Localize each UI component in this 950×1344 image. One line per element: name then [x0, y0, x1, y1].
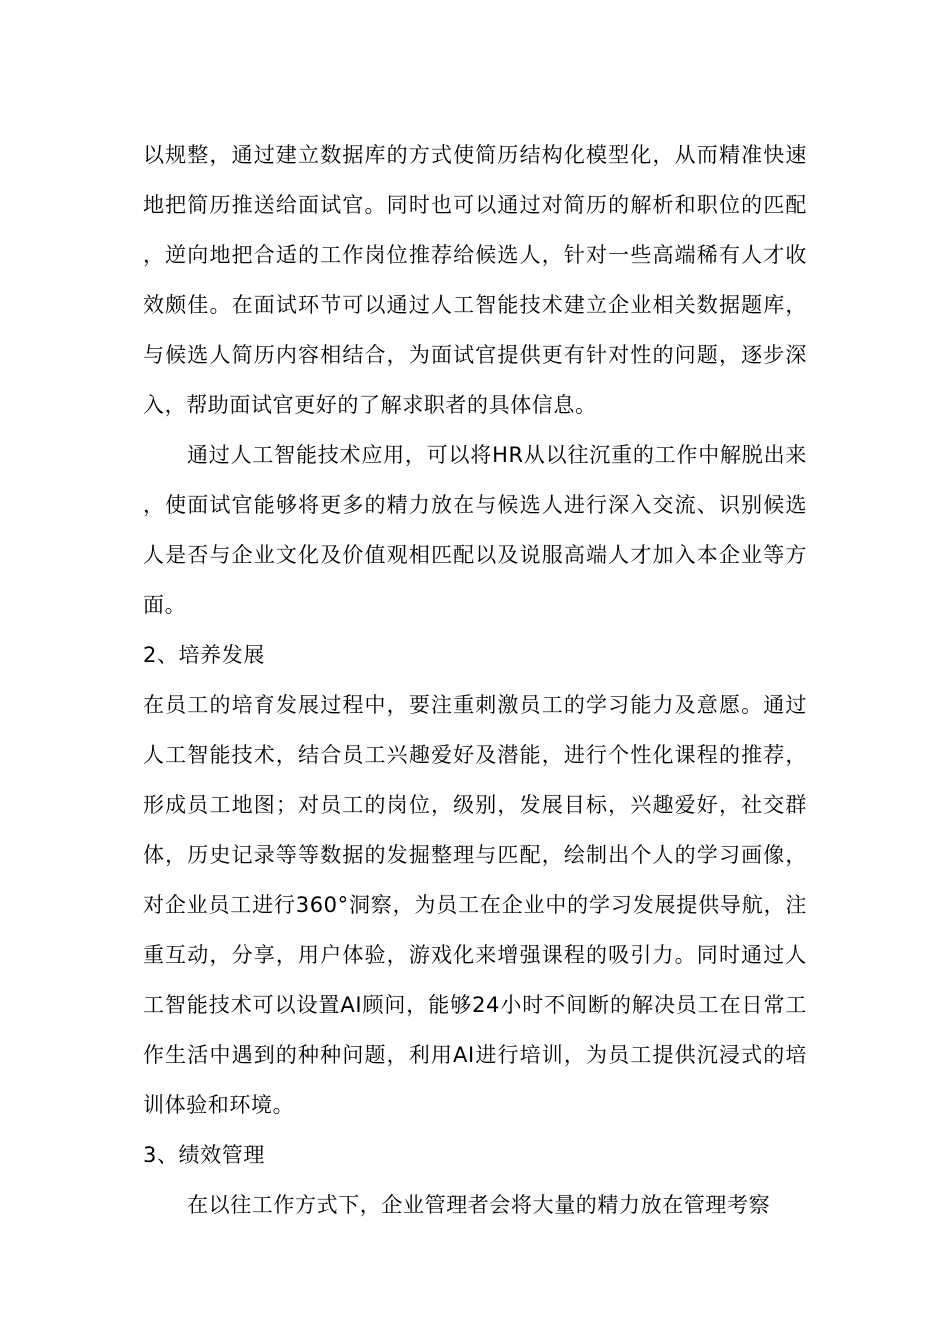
- paragraph-training-development: 在员工的培育发展过程中，要注重刺激员工的学习能力及意愿。通过人工智能技术，结合员工兴趣爱好及潜能，进行个性化课程的推荐，形成员工地图；对员工的岗位，级别，发展目标，兴趣爱好，社交群体，历史记录等等数据的发掘整理与匹配，绘制出个人的学习画像，对企业员工进行360°洞察，为员工在企业中的学习发展提供导航，注重互动，分享，用户体验，游戏化来增强课程的吸引力。同时通过人工智能技术可以设置AI顾问，能够24小时不间断的解决员工在日常工作生活中遇到的种种问题，利用AI进行培训，为员工提供沉浸式的培训体验和环境。: [143, 693, 807, 1117]
- paragraph-performance-management: 在以往工作方式下，企业管理者会将大量的精力放在管理考察: [187, 1193, 771, 1217]
- paragraph-ai-benefits: 通过人工智能技术应用，可以将HR从以往沉重的工作中解脱出来，使面试官能够将更多的精力放在与候选人进行深入交流、识别候选人是否与企业文化及价值观相匹配以及说服高端人才加入本企业等方面。: [143, 443, 807, 617]
- section-heading-training: 2、培养发展: [143, 643, 265, 667]
- paragraph-resume-screening: 以规整，通过建立数据库的方式使简历结构化模型化，从而精准快速地把简历推送给面试官。同时也可以通过对简历的解析和职位的匹配，逆向地把合适的工作岗位推荐给候选人，针对一些高端稀有人才收效颇佳。在面试环节可以通过人工智能技术建立企业相关数据题库，与候选人简历内容相结合，为面试官提供更有针对性的问题，逐步深入，帮助面试官更好的了解求职者的具体信息。: [143, 143, 807, 417]
- section-heading-performance: 3、绩效管理: [143, 1143, 265, 1167]
- document-body: [143, 130, 807, 1230]
